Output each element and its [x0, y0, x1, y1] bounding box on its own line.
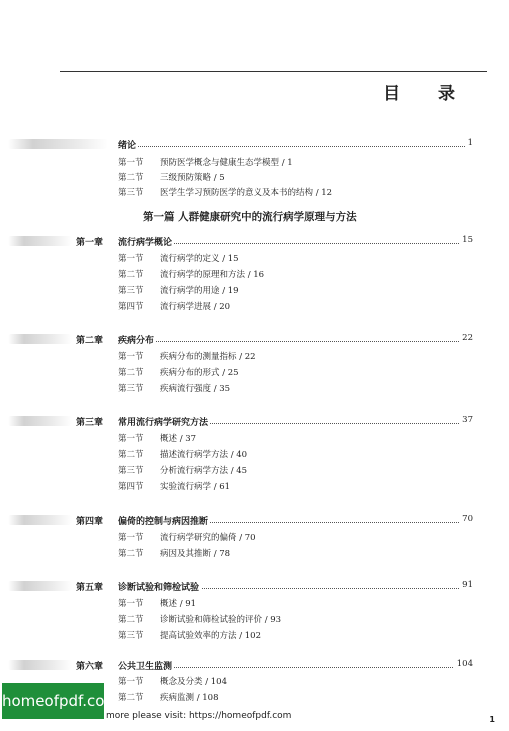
- chapter-page: 37: [459, 415, 473, 425]
- toc-section[interactable]: 第四节 流行病学进展 / 20: [118, 302, 231, 312]
- page-number: 1: [489, 715, 495, 724]
- toc-section[interactable]: 第三节 分析流行病学方法 / 45: [118, 466, 248, 476]
- leader-dots: [118, 341, 465, 342]
- chapter-page: 22: [459, 333, 473, 343]
- scan-smear: [8, 139, 108, 149]
- toc-section[interactable]: 第一节 概述 / 91: [118, 599, 197, 609]
- chapter-label: 第四章: [76, 517, 104, 527]
- toc-chapter[interactable]: [0, 514, 509, 530]
- scan-smear: [8, 334, 72, 344]
- chapter-label: 第五章: [76, 583, 104, 593]
- scan-smear: [8, 515, 72, 525]
- chapter-page: 104: [454, 659, 473, 669]
- toc-intro[interactable]: [0, 138, 509, 154]
- chapter-title: 流行病学概论: [118, 235, 174, 248]
- chapter-title: 诊断试验和筛检试验: [118, 580, 201, 593]
- toc-section[interactable]: 第一节 概念及分类 / 104: [118, 677, 227, 687]
- toc-section[interactable]: 第一节 疾病分布的测量指标 / 22: [118, 352, 256, 362]
- scan-smear: [8, 416, 72, 426]
- toc-section[interactable]: 第一节 概述 / 37: [118, 434, 197, 444]
- toc-chapter[interactable]: [0, 580, 509, 596]
- chapter-title: 绪论: [118, 138, 138, 151]
- chapter-title: 公共卫生监测: [118, 659, 174, 672]
- toc-section[interactable]: 第二节 流行病学的原理和方法 / 16: [118, 270, 265, 280]
- scan-smear: [8, 581, 72, 591]
- chapter-label: 第一章: [76, 238, 104, 248]
- toc-section[interactable]: 第三节 提高试验效率的方法 / 102: [118, 631, 261, 641]
- chapter-title: 常用流行病学研究方法: [118, 415, 210, 428]
- chapter-page: 70: [459, 514, 473, 524]
- toc-section[interactable]: 第三节 疾病流行强度 / 35: [118, 384, 231, 394]
- toc-section[interactable]: 第三节 流行病学的用途 / 19: [118, 286, 239, 296]
- toc-chapter[interactable]: [0, 333, 509, 349]
- leader-dots: [118, 146, 465, 147]
- toc-section[interactable]: 第一节 流行病学的定义 / 15: [118, 254, 239, 264]
- chapter-label: 第六章: [76, 662, 104, 672]
- toc-chapter[interactable]: [0, 235, 509, 251]
- toc-section[interactable]: 第一节 流行病学研究的偏倚 / 70: [118, 533, 256, 543]
- chapter-label: 第二章: [76, 336, 104, 346]
- toc-section[interactable]: 第二节 疾病监测 / 108: [118, 693, 219, 703]
- toc-section[interactable]: 第二节 诊断试验和筛检试验的评价 / 93: [118, 615, 282, 625]
- part-heading: 第一篇 人群健康研究中的流行病学原理与方法: [143, 211, 357, 223]
- chapter-title: 偏倚的控制与病因推断: [118, 514, 210, 527]
- toc-section[interactable]: 第二节 病因及其推断 / 78: [118, 549, 231, 559]
- toc-section[interactable]: 第一节 预防医学概念与健康生态学模型 / 1: [118, 158, 293, 168]
- toc-section[interactable]: 第四节 实验流行病学 / 61: [118, 482, 231, 492]
- header-rule: [60, 71, 487, 72]
- chapter-page: 15: [459, 235, 473, 245]
- toc-chapter[interactable]: [0, 415, 509, 431]
- footer-link[interactable]: more please visit: https://homeofpdf.com: [106, 711, 292, 721]
- chapter-label: 第三章: [76, 418, 104, 428]
- chapter-title: 疾病分布: [118, 333, 156, 346]
- watermark-badge[interactable]: homeofpdf.com: [2, 683, 104, 719]
- toc-chapter[interactable]: [0, 659, 509, 675]
- toc-section[interactable]: 第二节 三级预防策略 / 5: [118, 173, 225, 183]
- chapter-page: 1: [465, 138, 473, 148]
- toc-section[interactable]: 第二节 疾病分布的形式 / 25: [118, 368, 239, 378]
- toc-section[interactable]: 第三节 医学生学习预防医学的意义及本书的结构 / 12: [118, 188, 333, 198]
- chapter-page: 91: [459, 580, 473, 590]
- page-title: 目 录: [383, 84, 471, 104]
- scan-smear: [8, 236, 72, 246]
- toc-section[interactable]: 第二节 描述流行病学方法 / 40: [118, 450, 248, 460]
- scan-smear: [8, 660, 72, 670]
